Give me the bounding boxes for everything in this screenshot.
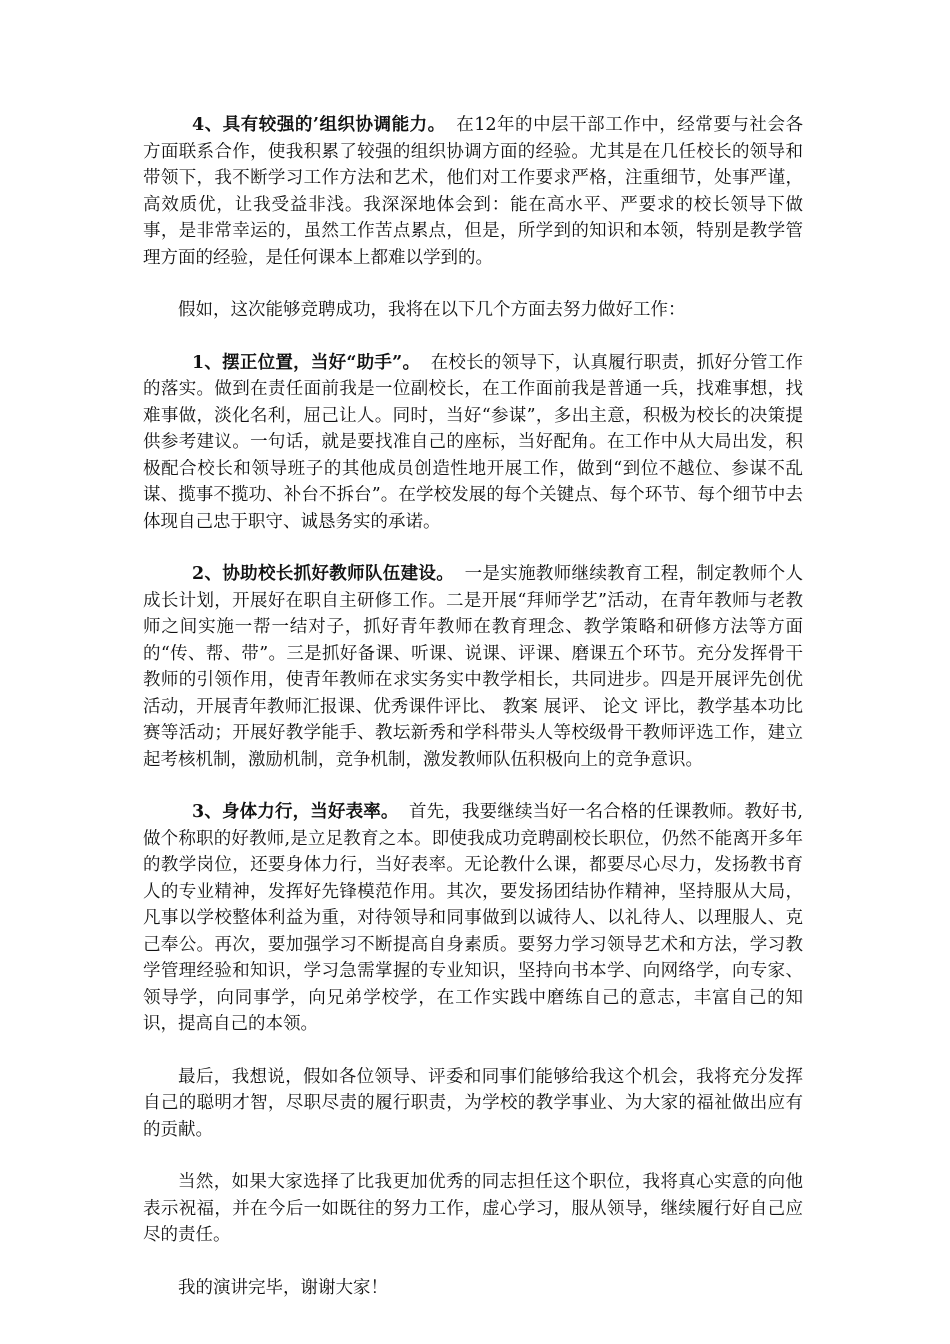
paragraph-teacher-team	[143, 561, 803, 773]
paragraph-text: 在校长的领导下，认真履行职责，抓好分管工作的落实。做到在责任面前我是一位副校长，在工作面前我是普通一兵，找难事想，找难事做，淡化名利，屈己让人。同时，当好“参谋”，多出主意，积极为校长的决策提供参考建议。一句话，就是要找准自己的座标，当好配角。在工作中从大局出发，积极配合校长和领导班子的其他成员创造性地开展工作，做到“到位不越位、参谋不乱谋、揽事不揽功、补台不拆台”。在学校发展的每个关键点、每个环节、每个细节中去体现自己忠于职守、诚恳务实的承诺。	[143, 352, 804, 532]
paragraph-closing	[143, 1064, 803, 1144]
paragraph-text: 最后，我想说，假如各位领导、评委和同事们能够给我这个机会，我将充分发挥自己的聪明才智，尽职尽责的履行职责，为学校的教学事业、为大家的福祉做出应有的贡献。	[143, 1066, 803, 1140]
paragraph-text: 当然，如果大家选择了比我更加优秀的同志担任这个职位，我将真心实意的向他表示祝福，并在今后一如既往的努力工作，虚心学习，服从领导，继续履行好自己应尽的责任。	[143, 1172, 803, 1245]
paragraph-coordination-ability	[143, 112, 803, 271]
paragraph-thanks	[143, 1275, 803, 1302]
paragraph-text: 在12年的中层干部工作中，经常要与社会各方面联系合作，使我积累了较强的组织协调方面的经验。尤其是在几任校长的领导和带领下，我不断学习工作方法和艺术，他们对工作要求严格，注重细节，处事严谨，高效质优，让我受益非浅。我深深地体会到：能在高水平、严要求的校长领导下做事，是非常幸运的，虽然工作苦点累点，但是，所学到的知识和本领，特别是教学管理方面的经验，是任何课本上都难以学到的。	[143, 115, 803, 268]
paragraph-text: 首先，我要继续当好一名合格的任课教师。教好书,做个称职的好教师,是立足教育之本。即使我成功竞聘副校长职位，仍然不能离开多年的教学岗位，还要身体力行，当好表率。无论教什么课，都要尽心尽力，发扬教书育人的专业精神，发挥好先锋模范作用。其次，要发扬团结协作精神，坚持服从大局，凡事以学校整体利益为重，对待领导和同事做到以诚待人、以礼待人、以理服人、克己奉公。再次，要加强学习不断提高自身素质。要努力学习领导艺术和方法，学习教学管理经验和知识，学习急需掌握的专业知识，坚持向书本学、向网络学，向专家、领导学，向同事学，向兄弟学校学，在工作实践中磨练自己的意志，丰富自己的知识，提高自己的本领。	[143, 802, 803, 1034]
paragraph-assistant-role	[143, 350, 803, 536]
paragraph-heading: 1、摆正位置，当好“助手”。	[192, 352, 421, 373]
paragraph-text: 一是实施教师继续教育工程，制定教师个人成长计划，开展好在职自主研修工作。二是开展“拜师学艺”活动，在青年教师与老教师之间实施一帮一结对子，抓好青年教师在教育理念、教学策略和研修方法等方面的“传、帮、带”。三是抓好备课、听课、说课、评课、磨课五个环节。充分发挥骨干教师的引领作用，使青年教师在求实务实中教学相长，共同进步。四是开展评先创优活动，开展青年教师汇报课、优秀课件评比、 教案 展评、 论文 评比，教学基本功比赛等活动；开展好教学能手、教坛新秀和学科带头人等校级骨干教师评选工作，建立起考核机制，激励机制，竞争机制，激发教师队伍积极向上的竞争意识。	[143, 564, 803, 770]
paragraph-text: 假如，这次能够竞聘成功，我将在以下几个方面去努力做好工作：	[178, 300, 686, 320]
document-body	[143, 112, 803, 1327]
paragraph-intro-plan	[143, 297, 803, 324]
paragraph-alternative	[143, 1169, 803, 1249]
paragraph-heading: 3、身体力行，当好表率。	[192, 802, 399, 822]
paragraph-text: 我的演讲完毕，谢谢大家！	[178, 1277, 388, 1298]
paragraph-heading: 4、具有较强的’组织协调能力。	[192, 115, 446, 135]
paragraph-lead-by-example	[143, 799, 803, 1038]
paragraph-heading: 2、协助校长抓好教师队伍建设。	[192, 564, 455, 584]
